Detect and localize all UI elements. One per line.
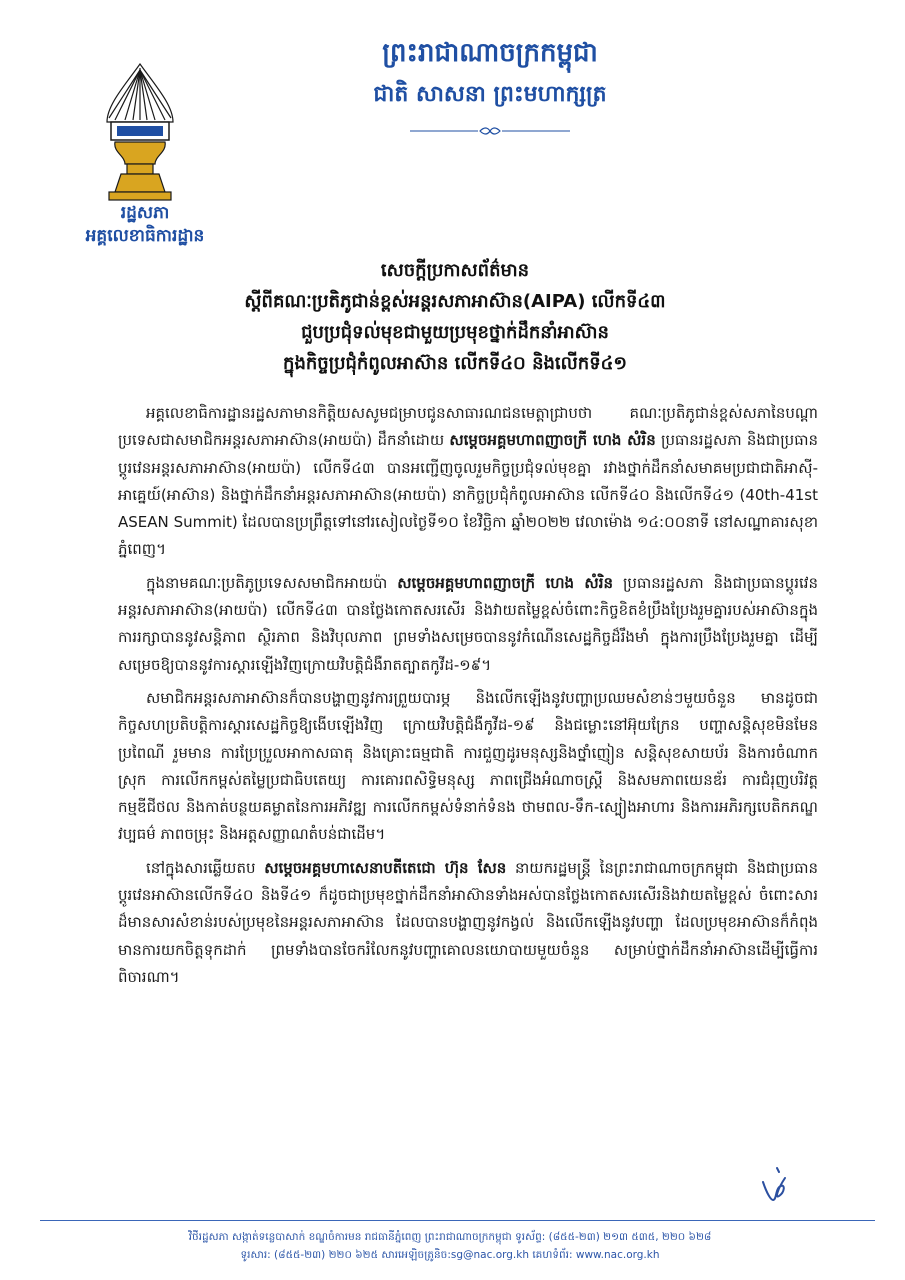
paragraph-2 <box>118 570 818 679</box>
org-line2: អគ្គលេខាធិការដ្ឋាន <box>85 226 205 246</box>
kingdom-line2: ជាតិ សាសនា ព្រះមហាក្សត្រ <box>373 82 607 107</box>
footer-address-line: វិថីរដ្ឋសភា សង្កាត់ទន្លេបាសាក់ ខណ្ឌចំការមន រាជធានីភ្នំពេញ ព្រះរាជាណាចក្រកម្ពុជា ទូរស័ព្ទ: (៨៥៥-២៣) ២១៣ ៥៣៥, ២២០ ៦២៨ <box>188 1231 712 1243</box>
paragraph-2-text-a: ក្នុងនាមគណៈប្រតិភូប្រទេសសមាជិកអាយប៉ា <box>146 573 398 592</box>
paragraph-1-bold-name: សម្ដេចអគ្គមហាពញាចក្រី ហេង សំរិន <box>449 431 656 450</box>
organization-name <box>70 202 220 248</box>
divider-ornament-icon <box>410 124 570 138</box>
footer-contact <box>70 1228 830 1264</box>
paragraph-1-text-c: ប្រធានរដ្ឋសភា និងជាប្រធានប្ដូរវេនអន្តរសភាអាស៊ាន(អាយប៉ា) លើកទី៤៣ បានអញ្ជើញចូលរួមកិច្ចប្រជុំទល់មុខគ្នា រវាងថ្នាក់ដឹកនាំសមាគមប្រជាជាតិអាស៊ី-អាគ្នេយ៍(អាស៊ាន) និងថ្នាក់ដឹកនាំអន្តរសភាអាស៊ាន(អាយប៉ា) នាកិច្ចប្រជុំកំពូលអាស៊ាន លើកទី៤០ និងលើកទី៤១ (40th-41st ASEAN Summit) ដែលបានប្រព្រឹត្តទៅនៅរសៀលថ្ងៃទី១០ ខែវិច្ឆិកា ឆ្នាំ២០២២ វេលាម៉ោង ១៤:០០នាទី នៅសណ្ឋាគារសុខាភ្នំពេញ។ <box>118 431 818 559</box>
title-line4: ក្នុងកិច្ចប្រជុំកំពូលអាស៊ាន លើកទី៤០ និងលើកទី៤១ <box>283 353 627 374</box>
kingdom-line1: ព្រះរាជាណាចក្រកម្ពុជា <box>382 38 598 68</box>
paragraph-2-text-c: ប្រធានរដ្ឋសភា និងជាប្រធានប្ដូរវេនអន្តរសភាអាស៊ាន(អាយប៉ា) លើកទី៤៣ បានថ្លែងកោតសរសើរ និងវាយតម្លៃខ្ពស់ចំពោះកិច្ចខិតខំប្រឹងប្រែងរួមគ្នារបស់អាស៊ានក្នុងការរក្សាបាននូវសន្តិភាព ស្ថិរភាព និងវិបុលភាព ព្រមទាំងសម្រេចបាននូវកំណើនសេដ្ឋកិច្ចដ៏រឹងមាំ ក្នុងការប្រឹងប្រែងរួមគ្នា ដើម្បីសម្រេចឱ្យបាននូវការស្ដារឡើងវិញក្រោយវិបត្តិជំងឺរាតត្បាតកូវីដ-១៩។ <box>118 573 819 674</box>
footer-fax-email-line: ទូរសារ: (៨៥៥-២៣) ២២០ ៦២៥ សារអេឡិចត្រូនិច:sg@nac.org.kh គេហទំព័រ: www.nac.org.kh <box>240 1249 660 1261</box>
paragraph-2-bold-name: សម្ដេចអគ្គមហាពញាចក្រី ហេង សំរិន <box>397 573 613 592</box>
paragraph-4-text-c: នាយករដ្ឋមន្ត្រី នៃព្រះរាជាណាចក្រកម្ពុជា និងជាប្រធានប្ដូរវេនអាស៊ានលើកទី៤០ និងទី៤១ ក៏ដូចជាប្រមុខថ្នាក់ដឹកនាំអាស៊ានទាំងអស់បានថ្លែងកោតសរសើរនិងវាយតម្លៃខ្ពស់ ចំពោះសារដ៏មានសារសំខាន់របស់ប្រមុខនៃអន្តរសភាអាស៊ាន ដែលបានបង្ហាញនូវកង្វល់ និងលើកឡើងនូវបញ្ហា ដែលប្រមុខអាស៊ានក៏កំពុងមានការយកចិត្តទុកដាក់ ព្រមទាំងបានចែករំលែកនូវបញ្ហាគោលនយោបាយមួយចំនួន សម្រាប់ថ្នាក់ដឹកនាំអាស៊ានដើម្បីធ្វើការពិចារណា។ <box>118 858 819 986</box>
paragraph-4-bold-name: សម្ដេចអគ្គមហាសេនាបតីតេជោ ហ៊ុន សែន <box>264 858 507 877</box>
paragraph-4 <box>118 855 818 991</box>
footer-divider <box>40 1220 875 1221</box>
paragraph-1-text-a: អគ្គលេខាធិការដ្ឋានរដ្ឋសភាមានកិត្តិយសសូមជម្រាបជូនសាធារណជនមេត្តាជ្រាបថា គណៈប្រតិភូជាន់ខ្ពស់សភានៃបណ្ដាប្រទេសជាសមាជិកអន្តរសភាអាស៊ាន(អាយប៉ា) ដឹកនាំដោយ <box>118 404 818 450</box>
document-body <box>118 400 818 997</box>
paragraph-1 <box>118 400 818 564</box>
kingdom-heading <box>240 34 740 112</box>
initial-signature-icon <box>755 1160 795 1210</box>
title-line2: ស្ដីពីគណៈប្រតិភូជាន់ខ្ពស់អន្តរសភាអាស៊ាន(AIPA) លើកទី៤៣ <box>244 291 666 312</box>
document-title <box>110 255 800 379</box>
parliament-emblem-icon <box>95 60 185 205</box>
title-line1: សេចក្ដីប្រកាសព័ត៌មាន <box>380 260 530 281</box>
org-line1: រដ្ឋសភា <box>120 203 170 223</box>
title-line3: ជួបប្រជុំទល់មុខជាមួយប្រមុខថ្នាក់ដឹកនាំអាស៊ាន <box>301 322 609 343</box>
paragraph-3: សមាជិកអន្តរសភាអាស៊ានក៏បានបង្ហាញនូវការព្រួយបារម្ភ និងលើកឡើងនូវបញ្ហាប្រឈមសំខាន់ៗមួយចំនួន មានដូចជា កិច្ចសហប្រតិបត្តិការស្ដារសេដ្ឋកិច្ចឱ្យងើបឡើងវិញ ក្រោយវិបត្តិជំងឺកូវីដ-១៩ និងជម្លោះនៅអ៊ុយក្រែន បញ្ហាសន្តិសុខមិនមែនប្រពៃណី រួមមាន ការប្រែប្រួលអាកាសធាតុ និងគ្រោះធម្មជាតិ ការជួញដូរមនុស្សនិងថ្នាំញៀន សន្តិសុខសាយប័រ និងការចំណាកស្រុក ការលើកកម្ពស់តម្លៃប្រជាធិបតេយ្យ ការគោរពសិទ្ធិមនុស្ស ភាពជ្រើងអំណាចស្ត្រី និងសមភាពយេនឌ័រ ការជំរុញបរិវត្តកម្មឌីជីថល និងកាត់បន្ថយគម្លាតនៃការអភិវឌ្ឍ ការលើកកម្ពស់ទំនាក់ទំនង ថាមពល-ទឹក-ស្បៀងអាហារ និងការអភិរក្សបេតិកភណ្ឌវប្បធម៌ ភាពចម្រុះ និងអត្តសញ្ញាណតំបន់ជាដើម។ <box>118 688 818 844</box>
paragraph-4-text-a: នៅក្នុងសារឆ្លើយតប <box>146 858 265 877</box>
